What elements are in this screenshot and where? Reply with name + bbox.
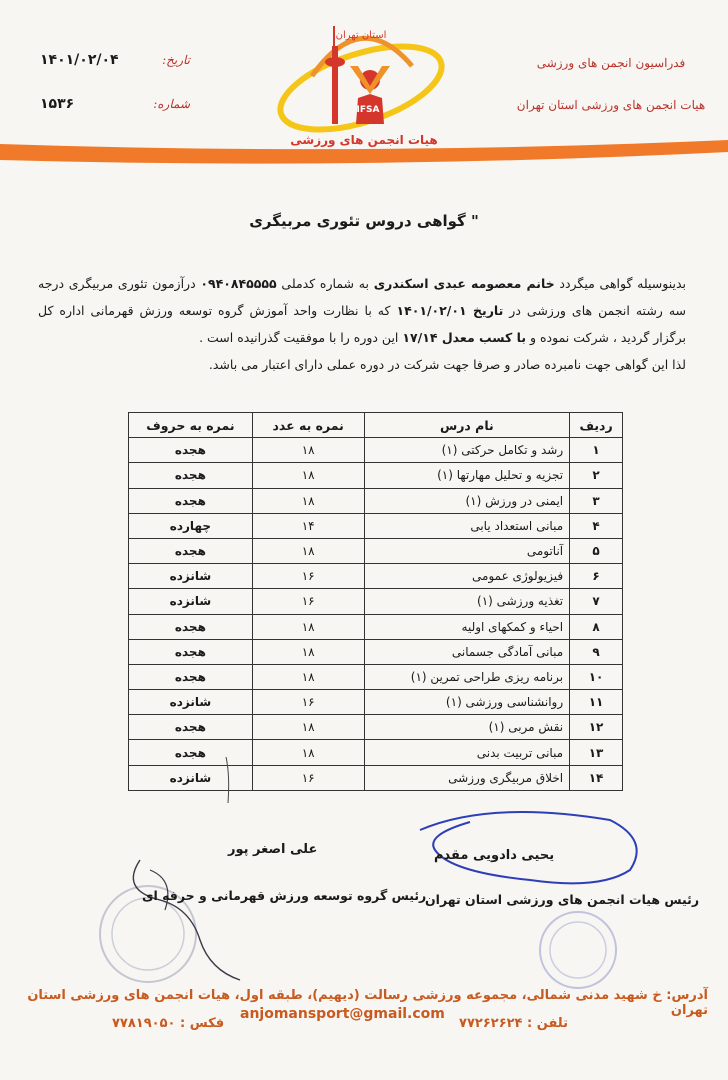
logo-bottom-text: هیات انجمن های ورزشی: [290, 133, 438, 147]
right-signatory-title: رئیس هیات انجمن های ورزشی استان تهران: [425, 892, 700, 907]
number-value: ۱۵۳۶: [40, 96, 75, 112]
certificate-body: [38, 270, 686, 378]
body-text-1: بدینوسیله گواهی میگردد: [554, 276, 686, 291]
cell-grade-number: ۱۸: [252, 614, 364, 639]
cell-grade-number: ۱۸: [252, 639, 364, 664]
cell-grade-word: هجده: [129, 463, 253, 488]
cell-row-num: ۹: [570, 639, 623, 664]
cell-grade-number: ۱۸: [252, 538, 364, 563]
cell-row-num: ۷: [570, 589, 623, 614]
table-row: [129, 538, 623, 563]
cell-grade-number: ۱۶: [252, 564, 364, 589]
table-row: [129, 614, 623, 639]
cell-grade-number: ۱۸: [252, 438, 364, 463]
table-row: [129, 513, 623, 538]
ifsa-logo: [272, 6, 450, 156]
table-row: [129, 589, 623, 614]
table-row: [129, 765, 623, 790]
exam-date: تاریخ ۱۴۰۱/۰۲/۰۱: [396, 303, 504, 318]
cell-row-num: ۴: [570, 513, 623, 538]
cell-course-name: ایمنی در ورزش (۱): [364, 488, 570, 513]
footer-email: anjomansport@gmail.com: [240, 1006, 445, 1022]
table-row: [129, 690, 623, 715]
cell-grade-number: ۱۸: [252, 664, 364, 689]
certificate-title: " گواهی دروس تئوری مربیگری: [249, 212, 479, 230]
cell-course-name: تغذیه ورزشی (۱): [364, 589, 570, 614]
logo-arc-text: استان تهران: [335, 30, 387, 41]
cell-grade-word: هجده: [129, 639, 253, 664]
cell-course-name: مبانی تربیت بدنی: [364, 740, 570, 765]
board-name: هیات انجمن های ورزشی استان تهران: [516, 98, 706, 112]
cell-grade-word: شانزده: [129, 690, 253, 715]
cell-grade-number: ۱۴: [252, 513, 364, 538]
cell-grade-word: هجده: [129, 664, 253, 689]
footer-phone: تلفن : ۷۷۲۶۲۶۲۴: [459, 1016, 568, 1031]
right-signatory-name: یحیی دادویی مقدم: [434, 848, 555, 863]
cell-grade-number: ۱۶: [252, 765, 364, 790]
date-value: ۱۴۰۱/۰۲/۰۴: [40, 52, 119, 68]
cell-grade-word: هجده: [129, 715, 253, 740]
cell-grade-word: هجده: [129, 438, 253, 463]
footer-fax: فکس : ۷۷۸۱۹۰۵۰: [112, 1016, 225, 1031]
body-text-6: لذا این گواهی جهت نامبرده صادر و صرفا جهت شرکت در دوره عملی دارای اعتبار می باشد.: [208, 357, 686, 372]
cell-row-num: ۱۲: [570, 715, 623, 740]
table-row: [129, 463, 623, 488]
cell-row-num: ۵: [570, 538, 623, 563]
cell-row-num: ۳: [570, 488, 623, 513]
table-row: [129, 438, 623, 463]
cell-row-num: ۱: [570, 438, 623, 463]
table-header-row: [129, 413, 623, 438]
cell-course-name: اخلاق مربیگری ورزشی: [364, 765, 570, 790]
table-row: [129, 639, 623, 664]
average-score: با کسب معدل ۱۷/۱۴: [402, 330, 527, 345]
cell-course-name: روانشناسی ورزشی (۱): [364, 690, 570, 715]
handwritten-mark: [222, 755, 242, 805]
cell-grade-number: ۱۶: [252, 589, 364, 614]
body-text-4: که با نظارت واحد آموزش گروه توسعه ورزش قهرمانی اداره کل برگزار گردید ، شرکت نموده و: [38, 303, 686, 345]
body-text-5: این دوره را با موفقیت گذرانیده است .: [199, 330, 403, 345]
cell-course-name: مبانی آمادگی جسمانی: [364, 639, 570, 664]
footer-address: آدرس: خ شهید مدنی شمالی، مجموعه ورزشی رسالت (دیهیم)، طبقه اول، هیات انجمن های ورزشی استان تهران: [27, 988, 708, 1018]
cell-course-name: آناتومی: [364, 538, 570, 563]
header-row-num: ردیف: [570, 413, 623, 438]
left-signatory-title: رئیس گروه توسعه ورزش قهرمانی و حرفه ای: [142, 888, 427, 903]
cell-row-num: ۱۱: [570, 690, 623, 715]
body-text-2: به شماره کدملی: [276, 276, 374, 291]
cell-course-name: فیزیولوژی عمومی: [364, 564, 570, 589]
logo-acronym: IFSA: [356, 105, 380, 115]
cell-row-num: ۱۰: [570, 664, 623, 689]
cell-row-num: ۸: [570, 614, 623, 639]
table-row: [129, 664, 623, 689]
cell-course-name: مبانی استعداد یابی: [364, 513, 570, 538]
header-org: [516, 42, 706, 126]
table-row: [129, 740, 623, 765]
date-label: تاریخ:: [162, 53, 190, 67]
date-row: [40, 38, 190, 82]
cell-course-name: رشد و تکامل حرکتی (۱): [364, 438, 570, 463]
header-course-name: نام درس: [364, 413, 570, 438]
table-row: [129, 715, 623, 740]
cell-grade-word: هجده: [129, 538, 253, 563]
cell-course-name: تجزیه و تحلیل مهارتها (۱): [364, 463, 570, 488]
body-text-3: درآزمون تئوری مربیگری درجه سه رشته انجمن های ورزشی در: [38, 276, 686, 318]
cell-row-num: ۱۳: [570, 740, 623, 765]
header-grade-word: نمره به حروف: [129, 413, 253, 438]
cell-row-num: ۲: [570, 463, 623, 488]
cell-grade-word: هجده: [129, 740, 253, 765]
cell-grade-number: ۱۸: [252, 715, 364, 740]
cell-grade-word: شانزده: [129, 564, 253, 589]
number-label: شماره:: [153, 97, 190, 111]
cell-grade-word: هجده: [129, 614, 253, 639]
recipient-name: خانم معصومه عبدی اسکندری: [373, 276, 555, 291]
cell-course-name: برنامه ریزی طراحی تمرین (۱): [364, 664, 570, 689]
national-id: ۰۹۴۰۸۴۵۵۵۵: [200, 276, 277, 291]
cell-row-num: ۶: [570, 564, 623, 589]
cell-course-name: نقش مربی (۱): [364, 715, 570, 740]
cell-grade-word: هجده: [129, 488, 253, 513]
cell-row-num: ۱۴: [570, 765, 623, 790]
cell-grade-number: ۱۶: [252, 690, 364, 715]
grades-table: [128, 412, 623, 791]
left-signatory-name: علی اصغر پور: [228, 842, 318, 857]
cell-grade-word: شانزده: [129, 765, 253, 790]
table-row: [129, 488, 623, 513]
header-meta: [40, 38, 190, 126]
table-row: [129, 564, 623, 589]
cell-grade-number: ۱۸: [252, 740, 364, 765]
header-band: [0, 138, 728, 168]
cell-grade-number: ۱۸: [252, 488, 364, 513]
cell-course-name: احیاء و کمکهای اولیه: [364, 614, 570, 639]
cell-grade-word: چهارده: [129, 513, 253, 538]
cell-grade-number: ۱۸: [252, 463, 364, 488]
number-row: [40, 82, 190, 126]
header-grade-number: نمره به عدد: [252, 413, 364, 438]
federation-name: فدراسیون انجمن های ورزشی: [536, 56, 686, 70]
cell-grade-word: شانزده: [129, 589, 253, 614]
